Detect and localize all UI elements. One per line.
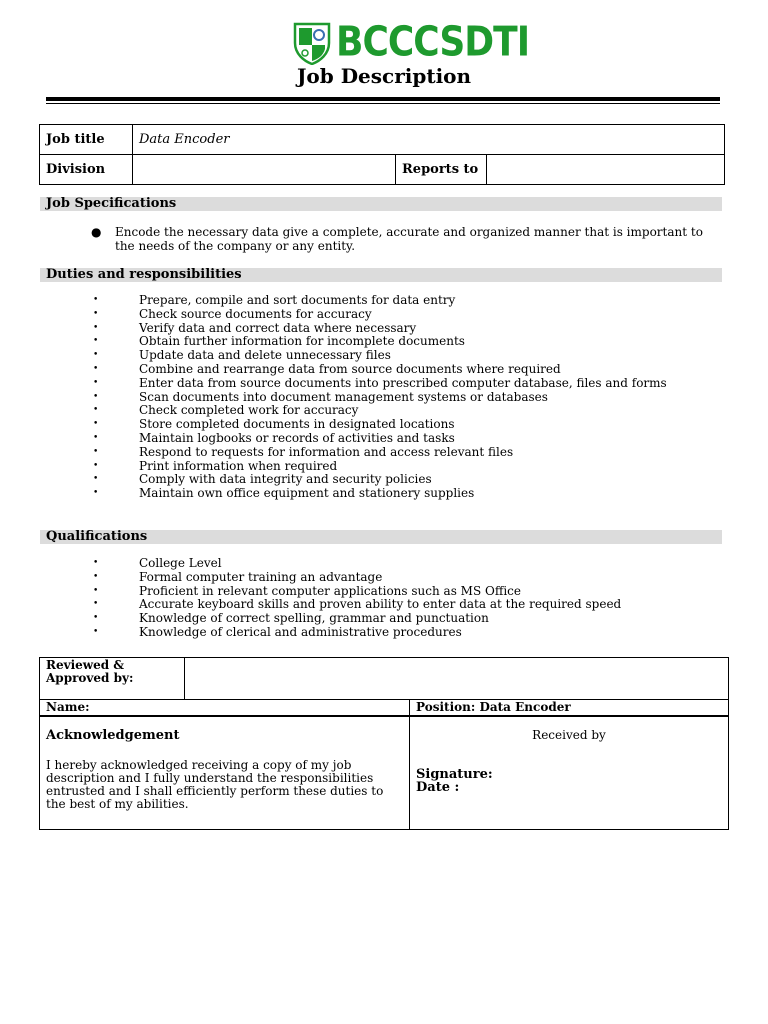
received-by-label: Received by	[532, 728, 606, 742]
logo	[292, 20, 529, 66]
bullet-icon: •	[93, 446, 99, 457]
duty-item	[93, 458, 729, 474]
bullet-icon: •	[93, 571, 99, 582]
acknowledgement-heading: Acknowledgement	[46, 728, 180, 743]
list-item-text: Enter data from source documents into prescribed computer database, files and forms	[139, 375, 667, 390]
duty-item	[93, 430, 729, 446]
list-item-text: Maintain own office equipment and stationery supplies	[139, 486, 475, 501]
list-item-text: Verify data and correct data where necessary	[139, 320, 417, 335]
duty-item	[93, 361, 729, 377]
list-item-text: Respond to requests for information and access relevant files	[139, 444, 514, 459]
list-item-text: Proficient in relevant computer applications such as MS Office	[139, 583, 522, 598]
bullet-icon: •	[93, 295, 99, 305]
bullet-icon: •	[93, 391, 99, 402]
list-item-text: Encode the necessary data give a complete, accurate and organized manner that is important to the needs of the company or any entity.	[115, 225, 703, 253]
bullet-icon: •	[93, 336, 99, 347]
duty-item	[93, 417, 729, 432]
acknowledgement-text: I hereby acknowledged receiving a copy of my job description and I fully understand the responsibilities entrusted and I shall efficiently perform these duties to the best of my abilities.	[46, 758, 384, 811]
duty-item	[93, 486, 729, 501]
list-item-text: Knowledge of correct spelling, grammar and punctuation	[139, 611, 489, 626]
qualification-item	[93, 611, 729, 626]
qualification-item	[93, 556, 729, 571]
bullet-icon: •	[93, 626, 99, 637]
qualification-item	[93, 597, 729, 612]
bullet-icon: ●	[91, 225, 102, 239]
duty-item	[93, 403, 729, 418]
list-item-text: Check source documents for accuracy	[139, 306, 372, 321]
duty-item	[93, 348, 729, 363]
list-item-text: Knowledge of clerical and administrative procedures	[139, 624, 462, 639]
bullet-icon: •	[93, 474, 99, 485]
position-label: Position: Data Encoder	[410, 700, 729, 717]
duty-item	[93, 375, 729, 391]
bullet-icon: •	[93, 585, 99, 596]
list-item-text: Print information when required	[139, 458, 338, 473]
acknowledgement-cell	[40, 716, 410, 830]
bullet-icon: •	[93, 363, 99, 374]
list-item-text: Formal computer training an advantage	[139, 569, 383, 584]
reviewed-label: Reviewed &	[46, 658, 125, 672]
duty-item	[93, 320, 729, 336]
division-value	[133, 155, 396, 185]
list-item-text: Prepare, compile and sort documents for data entry	[139, 293, 456, 307]
bullet-icon: •	[93, 322, 99, 333]
list-item-text: Check completed work for accuracy	[139, 403, 359, 418]
bullet-icon: •	[93, 419, 99, 430]
list-item-text: Update data and delete unnecessary files	[139, 348, 391, 363]
list-item-text: Scan documents into document management systems or databases	[139, 389, 548, 404]
bullet-icon: •	[93, 377, 99, 388]
bullet-icon: •	[93, 558, 99, 568]
duty-item	[93, 444, 729, 460]
reports-to-value	[487, 155, 725, 185]
qualification-item	[93, 624, 729, 640]
reviewed-approved-value	[185, 658, 729, 700]
shield-icon	[292, 21, 332, 65]
list-item-text: College Level	[139, 556, 222, 570]
duty-item	[93, 472, 729, 487]
bullet-icon: •	[93, 488, 99, 499]
list-item-text: Accurate keyboard skills and proven ability to enter data at the required speed	[139, 597, 622, 612]
list-item-text: Store completed documents in designated locations	[139, 417, 455, 432]
page-title: Job Description	[296, 64, 472, 88]
division-label: Division	[40, 155, 133, 185]
job-title-value: Data Encoder	[133, 125, 725, 155]
section-heading-qualifications: Qualifications	[40, 530, 722, 544]
bullet-icon: •	[93, 308, 99, 319]
header-rule-thin	[46, 103, 720, 104]
bullet-icon: •	[93, 460, 99, 471]
section-heading-specifications: Job Specifications	[40, 197, 722, 211]
reviewed-approved-cell	[40, 658, 185, 700]
list-item-text: Obtain further information for incomplete documents	[139, 334, 465, 349]
bullet-icon: •	[93, 405, 99, 416]
bullet-icon: •	[93, 613, 99, 624]
job-info-table	[39, 124, 725, 185]
duties-list	[93, 293, 729, 501]
reports-to-label: Reports to	[396, 155, 487, 185]
list-item-text: Combine and rearrange data from source documents where required	[139, 361, 561, 376]
list-item-text: Comply with data integrity and security policies	[139, 472, 432, 487]
list-item-text: Maintain logbooks or records of activities and tasks	[139, 430, 455, 445]
qualifications-list	[93, 556, 729, 640]
date-label: Date :	[416, 780, 460, 795]
signature-label: Signature:	[416, 767, 493, 782]
specification-item	[91, 225, 725, 254]
bullet-icon: •	[93, 599, 99, 610]
logo-text: BCCCSDTI	[336, 18, 530, 66]
duty-item	[93, 334, 729, 349]
bullet-icon: •	[93, 350, 99, 361]
qualification-item	[93, 569, 729, 585]
approved-by-label: Approved by:	[46, 671, 134, 685]
duty-item	[93, 389, 729, 405]
approval-table	[39, 657, 729, 830]
received-by-cell	[410, 716, 729, 830]
name-label: Name:	[40, 700, 410, 717]
duty-item	[93, 306, 729, 322]
specifications-list	[91, 225, 725, 254]
header-rule-thick	[46, 97, 720, 101]
section-heading-duties: Duties and responsibilities	[40, 268, 722, 282]
qualification-item	[93, 583, 729, 599]
bullet-icon: •	[93, 432, 99, 443]
job-title-label: Job title	[40, 125, 133, 155]
duty-item	[93, 293, 729, 308]
